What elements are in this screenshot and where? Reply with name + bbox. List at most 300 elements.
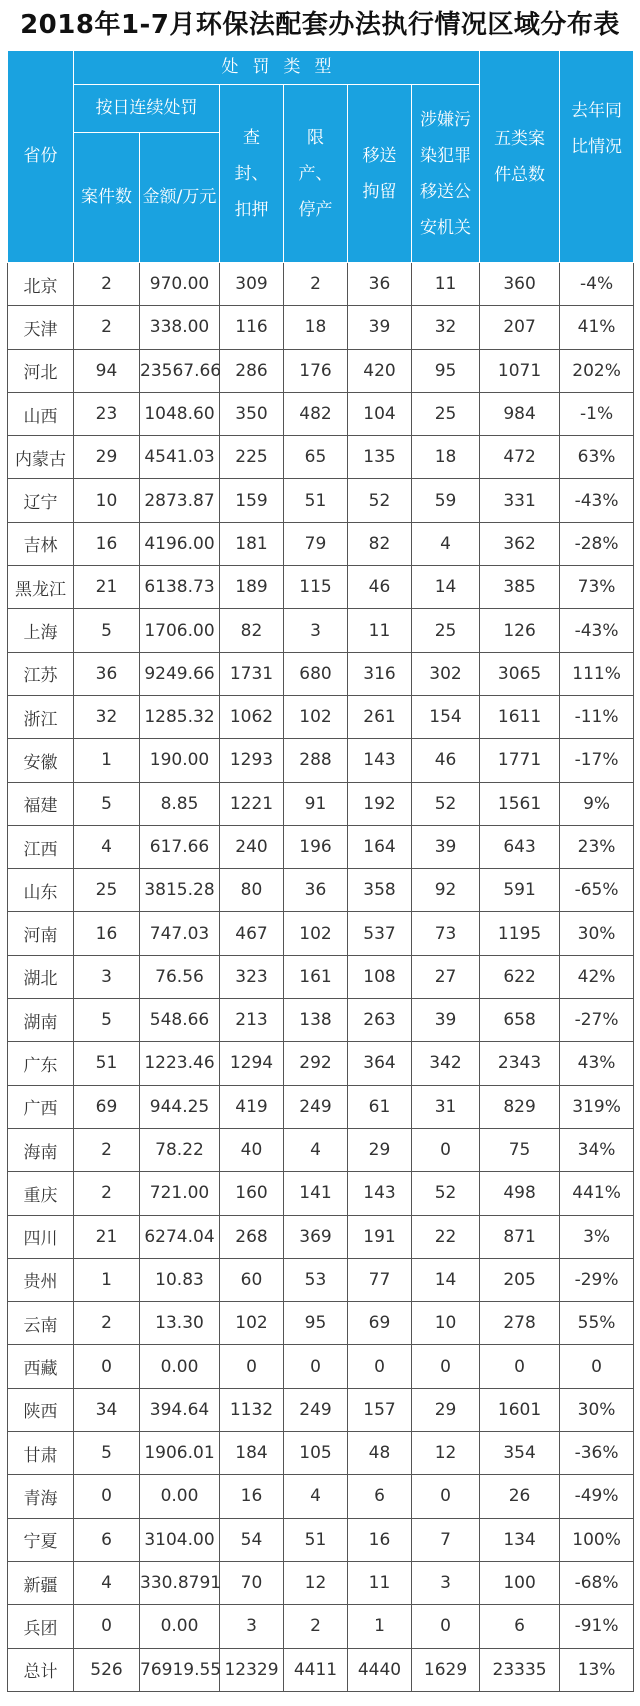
table-row xyxy=(8,955,634,998)
cell-province: 辽宁 xyxy=(8,479,74,522)
cell-criminal: 31 xyxy=(412,1085,480,1128)
cell-detention: 39 xyxy=(348,306,412,349)
cell-total: 643 xyxy=(480,825,560,868)
table-row xyxy=(8,999,634,1042)
cell-limit: 36 xyxy=(284,869,348,912)
table-row xyxy=(8,825,634,868)
cell-detention: 191 xyxy=(348,1215,412,1258)
cell-criminal: 1629 xyxy=(412,1648,480,1691)
cell-yoy: -17% xyxy=(560,739,634,782)
cell-province: 四川 xyxy=(8,1215,74,1258)
cell-seal: 1221 xyxy=(220,782,284,825)
cell-detention: 135 xyxy=(348,436,412,479)
cell-seal: 350 xyxy=(220,392,284,435)
header-detention xyxy=(348,85,412,263)
cell-seal: 40 xyxy=(220,1128,284,1171)
header-yoy xyxy=(560,51,634,263)
cell-yoy: 9% xyxy=(560,782,634,825)
cell-yoy: 3% xyxy=(560,1215,634,1258)
cell-total: 1071 xyxy=(480,349,560,392)
cell-cases: 526 xyxy=(74,1648,140,1691)
cell-province: 西藏 xyxy=(8,1345,74,1388)
cell-detention: 364 xyxy=(348,1042,412,1085)
cell-seal: 1062 xyxy=(220,695,284,738)
cell-amount: 0.00 xyxy=(140,1605,220,1648)
cell-cases: 5 xyxy=(74,999,140,1042)
cell-detention: 537 xyxy=(348,912,412,955)
cell-cases: 0 xyxy=(74,1605,140,1648)
cell-amount: 4196.00 xyxy=(140,522,220,565)
header-seal-text: 查封、扣押 xyxy=(234,127,269,220)
cell-criminal: 25 xyxy=(412,392,480,435)
cell-yoy: -43% xyxy=(560,609,634,652)
table-header xyxy=(8,51,634,263)
cell-amount: 13.30 xyxy=(140,1302,220,1345)
header-punishment-types: 处罚类型 xyxy=(74,51,480,85)
cell-yoy: 100% xyxy=(560,1518,634,1561)
cell-amount: 1223.46 xyxy=(140,1042,220,1085)
cell-yoy: -27% xyxy=(560,999,634,1042)
table-row xyxy=(8,652,634,695)
cell-seal: 54 xyxy=(220,1518,284,1561)
cell-cases: 29 xyxy=(74,436,140,479)
cell-yoy: 63% xyxy=(560,436,634,479)
cell-seal: 160 xyxy=(220,1172,284,1215)
cell-detention: 69 xyxy=(348,1302,412,1345)
cell-criminal: 73 xyxy=(412,912,480,955)
cell-province: 河南 xyxy=(8,912,74,955)
cell-criminal: 0 xyxy=(412,1605,480,1648)
cell-yoy: -4% xyxy=(560,263,634,306)
cell-yoy: -29% xyxy=(560,1258,634,1301)
cell-detention: 192 xyxy=(348,782,412,825)
cell-total: 354 xyxy=(480,1432,560,1475)
cell-yoy: 55% xyxy=(560,1302,634,1345)
cell-cases: 3 xyxy=(74,955,140,998)
table-row xyxy=(8,349,634,392)
cell-total: 362 xyxy=(480,522,560,565)
cell-limit: 288 xyxy=(284,739,348,782)
cell-seal: 1294 xyxy=(220,1042,284,1085)
table-body xyxy=(8,263,634,1692)
cell-cases: 5 xyxy=(74,609,140,652)
cell-seal: 70 xyxy=(220,1561,284,1604)
cell-detention: 0 xyxy=(348,1345,412,1388)
cell-seal: 323 xyxy=(220,955,284,998)
cell-total: 472 xyxy=(480,436,560,479)
cell-cases: 0 xyxy=(74,1345,140,1388)
cell-limit: 95 xyxy=(284,1302,348,1345)
cell-seal: 116 xyxy=(220,306,284,349)
cell-criminal: 342 xyxy=(412,1042,480,1085)
cell-detention: 108 xyxy=(348,955,412,998)
header-total-cases-text: 五类案件总数 xyxy=(494,128,546,185)
cell-detention: 143 xyxy=(348,739,412,782)
cell-cases: 23 xyxy=(74,392,140,435)
cell-detention: 82 xyxy=(348,522,412,565)
cell-province: 福建 xyxy=(8,782,74,825)
cell-province: 兵团 xyxy=(8,1605,74,1648)
header-limit xyxy=(284,85,348,263)
cell-limit: 482 xyxy=(284,392,348,435)
table-row xyxy=(8,522,634,565)
cell-limit: 161 xyxy=(284,955,348,998)
cell-cases: 5 xyxy=(74,1432,140,1475)
cell-criminal: 29 xyxy=(412,1388,480,1431)
cell-detention: 420 xyxy=(348,349,412,392)
cell-total: 591 xyxy=(480,869,560,912)
cell-total: 1771 xyxy=(480,739,560,782)
cell-limit: 2 xyxy=(284,1605,348,1648)
cell-amount: 0.00 xyxy=(140,1345,220,1388)
cell-yoy: -1% xyxy=(560,392,634,435)
cell-amount: 330.8791 xyxy=(140,1561,220,1604)
cell-limit: 3 xyxy=(284,609,348,652)
header-detention-text: 移送拘留 xyxy=(362,145,397,202)
header-total-cases xyxy=(480,51,560,263)
cell-limit: 141 xyxy=(284,1172,348,1215)
cell-detention: 1 xyxy=(348,1605,412,1648)
cell-yoy: 30% xyxy=(560,1388,634,1431)
cell-province: 总计 xyxy=(8,1648,74,1691)
cell-total: 1611 xyxy=(480,695,560,738)
cell-criminal: 11 xyxy=(412,263,480,306)
table-row xyxy=(8,782,634,825)
table-row xyxy=(8,263,634,306)
cell-limit: 115 xyxy=(284,566,348,609)
cell-limit: 292 xyxy=(284,1042,348,1085)
table-row xyxy=(8,1561,634,1604)
cell-detention: 46 xyxy=(348,566,412,609)
cell-province: 山西 xyxy=(8,392,74,435)
cell-amount: 617.66 xyxy=(140,825,220,868)
cell-limit: 4 xyxy=(284,1475,348,1518)
cell-yoy: -43% xyxy=(560,479,634,522)
cell-criminal: 14 xyxy=(412,1258,480,1301)
header-province: 省份 xyxy=(8,51,74,263)
header-criminal xyxy=(412,85,480,263)
cell-detention: 263 xyxy=(348,999,412,1042)
cell-province: 河北 xyxy=(8,349,74,392)
cell-yoy: 111% xyxy=(560,652,634,695)
cell-seal: 419 xyxy=(220,1085,284,1128)
cell-yoy: -36% xyxy=(560,1432,634,1475)
cell-detention: 11 xyxy=(348,609,412,652)
cell-total: 3065 xyxy=(480,652,560,695)
cell-limit: 102 xyxy=(284,912,348,955)
cell-criminal: 3 xyxy=(412,1561,480,1604)
table-row xyxy=(8,566,634,609)
cell-criminal: 302 xyxy=(412,652,480,695)
cell-yoy: -28% xyxy=(560,522,634,565)
cell-province: 北京 xyxy=(8,263,74,306)
cell-amount: 338.00 xyxy=(140,306,220,349)
cell-seal: 309 xyxy=(220,263,284,306)
cell-amount: 8.85 xyxy=(140,782,220,825)
cell-limit: 249 xyxy=(284,1388,348,1431)
table-row xyxy=(8,1258,634,1301)
cell-seal: 60 xyxy=(220,1258,284,1301)
cell-yoy: -11% xyxy=(560,695,634,738)
cell-criminal: 12 xyxy=(412,1432,480,1475)
cell-yoy: -91% xyxy=(560,1605,634,1648)
cell-criminal: 52 xyxy=(412,782,480,825)
cell-cases: 2 xyxy=(74,1302,140,1345)
cell-limit: 4 xyxy=(284,1128,348,1171)
table-row xyxy=(8,912,634,955)
cell-total: 829 xyxy=(480,1085,560,1128)
cell-cases: 2 xyxy=(74,263,140,306)
cell-seal: 184 xyxy=(220,1432,284,1475)
cell-province: 贵州 xyxy=(8,1258,74,1301)
cell-total: 26 xyxy=(480,1475,560,1518)
cell-yoy: -65% xyxy=(560,869,634,912)
cell-cases: 10 xyxy=(74,479,140,522)
cell-cases: 36 xyxy=(74,652,140,695)
cell-amount: 6274.04 xyxy=(140,1215,220,1258)
cell-limit: 53 xyxy=(284,1258,348,1301)
cell-criminal: 46 xyxy=(412,739,480,782)
cell-yoy: 13% xyxy=(560,1648,634,1691)
cell-limit: 102 xyxy=(284,695,348,738)
cell-cases: 1 xyxy=(74,739,140,782)
cell-criminal: 14 xyxy=(412,566,480,609)
cell-seal: 1293 xyxy=(220,739,284,782)
cell-province: 天津 xyxy=(8,306,74,349)
cell-cases: 69 xyxy=(74,1085,140,1128)
cell-limit: 79 xyxy=(284,522,348,565)
cell-seal: 3 xyxy=(220,1605,284,1648)
cell-province: 广东 xyxy=(8,1042,74,1085)
cell-amount: 721.00 xyxy=(140,1172,220,1215)
cell-amount: 548.66 xyxy=(140,999,220,1042)
cell-limit: 51 xyxy=(284,1518,348,1561)
cell-seal: 102 xyxy=(220,1302,284,1345)
cell-seal: 467 xyxy=(220,912,284,955)
cell-province: 云南 xyxy=(8,1302,74,1345)
cell-seal: 268 xyxy=(220,1215,284,1258)
cell-seal: 159 xyxy=(220,479,284,522)
cell-cases: 5 xyxy=(74,782,140,825)
table-row xyxy=(8,1432,634,1475)
cell-criminal: 27 xyxy=(412,955,480,998)
cell-detention: 6 xyxy=(348,1475,412,1518)
cell-total: 278 xyxy=(480,1302,560,1345)
table-row xyxy=(8,306,634,349)
cell-detention: 52 xyxy=(348,479,412,522)
cell-seal: 213 xyxy=(220,999,284,1042)
cell-detention: 104 xyxy=(348,392,412,435)
cell-total: 23335 xyxy=(480,1648,560,1691)
cell-total: 385 xyxy=(480,566,560,609)
cell-seal: 286 xyxy=(220,349,284,392)
cell-amount: 10.83 xyxy=(140,1258,220,1301)
cell-cases: 2 xyxy=(74,306,140,349)
table-row xyxy=(8,436,634,479)
cell-limit: 680 xyxy=(284,652,348,695)
cell-yoy: 202% xyxy=(560,349,634,392)
cell-yoy: 0 xyxy=(560,1345,634,1388)
cell-seal: 1731 xyxy=(220,652,284,695)
cell-limit: 249 xyxy=(284,1085,348,1128)
cell-province: 甘肃 xyxy=(8,1432,74,1475)
cell-cases: 34 xyxy=(74,1388,140,1431)
cell-amount: 1048.60 xyxy=(140,392,220,435)
table-row xyxy=(8,1388,634,1431)
header-seal xyxy=(220,85,284,263)
cell-detention: 261 xyxy=(348,695,412,738)
cell-limit: 2 xyxy=(284,263,348,306)
cell-detention: 164 xyxy=(348,825,412,868)
cell-amount: 4541.03 xyxy=(140,436,220,479)
table-row xyxy=(8,1042,634,1085)
cell-cases: 94 xyxy=(74,349,140,392)
cell-criminal: 0 xyxy=(412,1128,480,1171)
cell-amount: 76919.55 xyxy=(140,1648,220,1691)
cell-limit: 105 xyxy=(284,1432,348,1475)
cell-cases: 0 xyxy=(74,1475,140,1518)
cell-detention: 16 xyxy=(348,1518,412,1561)
cell-detention: 61 xyxy=(348,1085,412,1128)
cell-seal: 1132 xyxy=(220,1388,284,1431)
cell-total: 6 xyxy=(480,1605,560,1648)
cell-province: 海南 xyxy=(8,1128,74,1171)
cell-province: 浙江 xyxy=(8,695,74,738)
cell-criminal: 39 xyxy=(412,825,480,868)
table-row xyxy=(8,1345,634,1388)
table-row xyxy=(8,609,634,652)
table-row xyxy=(8,869,634,912)
cell-total: 207 xyxy=(480,306,560,349)
cell-yoy: -49% xyxy=(560,1475,634,1518)
data-table xyxy=(7,50,634,1692)
cell-criminal: 32 xyxy=(412,306,480,349)
table-row xyxy=(8,1085,634,1128)
cell-amount: 1906.01 xyxy=(140,1432,220,1475)
cell-province: 新疆 xyxy=(8,1561,74,1604)
cell-cases: 4 xyxy=(74,1561,140,1604)
cell-criminal: 154 xyxy=(412,695,480,738)
table-row xyxy=(8,1648,634,1691)
cell-criminal: 39 xyxy=(412,999,480,1042)
cell-cases: 21 xyxy=(74,1215,140,1258)
cell-seal: 80 xyxy=(220,869,284,912)
cell-detention: 48 xyxy=(348,1432,412,1475)
table-row xyxy=(8,1518,634,1561)
cell-total: 75 xyxy=(480,1128,560,1171)
table-row xyxy=(8,1475,634,1518)
cell-amount: 2873.87 xyxy=(140,479,220,522)
cell-total: 360 xyxy=(480,263,560,306)
cell-seal: 225 xyxy=(220,436,284,479)
cell-seal: 189 xyxy=(220,566,284,609)
cell-province: 陕西 xyxy=(8,1388,74,1431)
header-yoy-text: 去年同比情况 xyxy=(571,101,623,157)
cell-limit: 0 xyxy=(284,1345,348,1388)
header-daily-penalty: 按日连续处罚 xyxy=(74,85,220,133)
cell-province: 上海 xyxy=(8,609,74,652)
cell-yoy: 73% xyxy=(560,566,634,609)
cell-cases: 2 xyxy=(74,1128,140,1171)
table-row xyxy=(8,1128,634,1171)
cell-cases: 16 xyxy=(74,522,140,565)
cell-amount: 76.56 xyxy=(140,955,220,998)
cell-amount: 394.64 xyxy=(140,1388,220,1431)
cell-cases: 16 xyxy=(74,912,140,955)
table-row xyxy=(8,392,634,435)
cell-yoy: 41% xyxy=(560,306,634,349)
cell-amount: 78.22 xyxy=(140,1128,220,1171)
cell-total: 658 xyxy=(480,999,560,1042)
cell-province: 江西 xyxy=(8,825,74,868)
cell-limit: 12 xyxy=(284,1561,348,1604)
header-limit-text: 限产、停产 xyxy=(298,127,333,220)
cell-criminal: 92 xyxy=(412,869,480,912)
cell-province: 黑龙江 xyxy=(8,566,74,609)
cell-limit: 91 xyxy=(284,782,348,825)
table-row xyxy=(8,1172,634,1215)
cell-seal: 82 xyxy=(220,609,284,652)
cell-total: 0 xyxy=(480,1345,560,1388)
cell-criminal: 7 xyxy=(412,1518,480,1561)
cell-amount: 1706.00 xyxy=(140,609,220,652)
cell-total: 1195 xyxy=(480,912,560,955)
cell-total: 1561 xyxy=(480,782,560,825)
header-case-count: 案件数 xyxy=(74,133,140,263)
cell-province: 内蒙古 xyxy=(8,436,74,479)
cell-cases: 25 xyxy=(74,869,140,912)
cell-seal: 12329 xyxy=(220,1648,284,1691)
table-row xyxy=(8,695,634,738)
cell-total: 205 xyxy=(480,1258,560,1301)
cell-detention: 36 xyxy=(348,263,412,306)
cell-limit: 51 xyxy=(284,479,348,522)
cell-province: 重庆 xyxy=(8,1172,74,1215)
cell-amount: 190.00 xyxy=(140,739,220,782)
cell-province: 湖北 xyxy=(8,955,74,998)
cell-limit: 138 xyxy=(284,999,348,1042)
cell-criminal: 18 xyxy=(412,436,480,479)
cell-limit: 4411 xyxy=(284,1648,348,1691)
cell-seal: 16 xyxy=(220,1475,284,1518)
cell-total: 622 xyxy=(480,955,560,998)
cell-total: 498 xyxy=(480,1172,560,1215)
cell-total: 134 xyxy=(480,1518,560,1561)
cell-criminal: 0 xyxy=(412,1475,480,1518)
cell-province: 安徽 xyxy=(8,739,74,782)
cell-amount: 6138.73 xyxy=(140,566,220,609)
cell-criminal: 10 xyxy=(412,1302,480,1345)
cell-total: 984 xyxy=(480,392,560,435)
header-amount: 金额/万元 xyxy=(140,133,220,263)
cell-amount: 3104.00 xyxy=(140,1518,220,1561)
cell-detention: 77 xyxy=(348,1258,412,1301)
cell-yoy: -68% xyxy=(560,1561,634,1604)
table-row xyxy=(8,1215,634,1258)
cell-yoy: 42% xyxy=(560,955,634,998)
cell-total: 2343 xyxy=(480,1042,560,1085)
cell-detention: 316 xyxy=(348,652,412,695)
cell-total: 100 xyxy=(480,1561,560,1604)
cell-criminal: 59 xyxy=(412,479,480,522)
cell-limit: 369 xyxy=(284,1215,348,1258)
cell-yoy: 441% xyxy=(560,1172,634,1215)
cell-criminal: 0 xyxy=(412,1345,480,1388)
cell-amount: 9249.66 xyxy=(140,652,220,695)
cell-total: 126 xyxy=(480,609,560,652)
cell-criminal: 22 xyxy=(412,1215,480,1258)
cell-amount: 0.00 xyxy=(140,1475,220,1518)
